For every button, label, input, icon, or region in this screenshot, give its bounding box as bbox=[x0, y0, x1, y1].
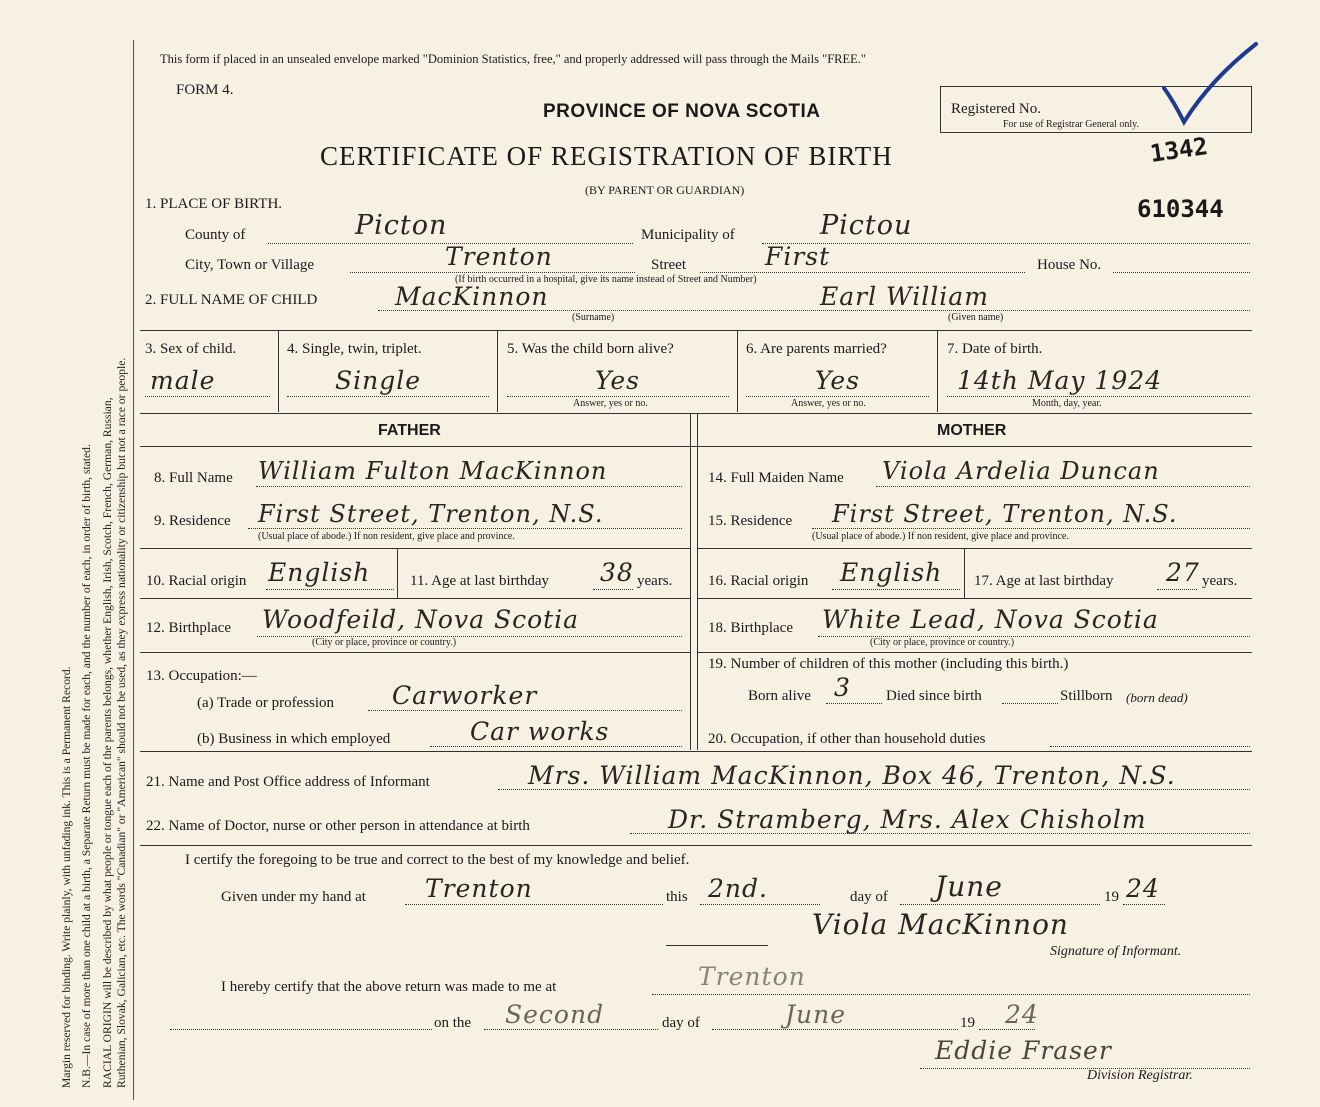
registrar-day: Second bbox=[505, 1000, 605, 1029]
informant-label: 21. Name and Post Office address of Informant bbox=[146, 774, 430, 790]
municipality-label: Municipality of bbox=[641, 227, 735, 243]
father-name-label: 8. Full Name bbox=[154, 470, 233, 486]
father-birthplace-label: 12. Birthplace bbox=[146, 620, 231, 636]
this-label: this bbox=[666, 889, 688, 905]
margin-line bbox=[133, 40, 134, 1100]
surname-caption: (Surname) bbox=[572, 312, 615, 323]
document-subtitle: (BY PARENT OR GUARDIAN) bbox=[585, 183, 745, 197]
county-label: County of bbox=[185, 227, 246, 243]
mother-race: English bbox=[840, 558, 943, 587]
street-value: First bbox=[765, 242, 831, 271]
mother-birthplace: White Lead, Nova Scotia bbox=[822, 605, 1159, 634]
father-age: 38 bbox=[600, 558, 634, 587]
document-title: CERTIFICATE OF REGISTRATION OF BIRTH bbox=[320, 141, 893, 171]
town-value: Trenton bbox=[445, 242, 553, 271]
day-of-label: day of bbox=[850, 889, 888, 905]
mother-age: 27 bbox=[1166, 558, 1200, 587]
dob-caption: Month, day, year. bbox=[1032, 398, 1102, 409]
margin-note-4: Ruthenian, Slovak, Galician, etc. The words "Canadian" or "American" should not be used, as they express nationality or citizenship but not a race or people. bbox=[115, 357, 128, 1088]
mother-age-label: 17. Age at last birthday bbox=[974, 573, 1114, 589]
father-birthplace: Woodfeild, Nova Scotia bbox=[262, 605, 580, 634]
alive-value: Yes bbox=[595, 366, 640, 395]
multiplicity-label: 4. Single, twin, triplet. bbox=[287, 341, 422, 357]
margin-note-2: N.B.—In case of more than one child at a birth, a Separate Return must be made for each, and the number of each, in order of birth, stated. bbox=[80, 444, 93, 1088]
mother-heading: MOTHER bbox=[937, 422, 1007, 439]
father-residence: First Street, Trenton, N.S. bbox=[258, 500, 604, 528]
certification-year: 24 bbox=[1126, 874, 1160, 903]
registrar-year: 24 bbox=[1005, 1000, 1039, 1029]
born-alive-value: 3 bbox=[834, 673, 851, 702]
signature-caption: Signature of Informant. bbox=[1050, 944, 1182, 959]
certification-month: June bbox=[935, 870, 1003, 903]
died-label: Died since birth bbox=[886, 688, 982, 704]
married-label: 6. Are parents married? bbox=[746, 341, 887, 357]
doctor-label: 22. Name of Doctor, nurse or other person in attendance at birth bbox=[146, 818, 530, 834]
children-count-label: 19. Number of children of this mother (including this birth.) bbox=[708, 656, 1069, 672]
registrar-place: Trenton bbox=[698, 962, 806, 991]
margin-note-3: RACIAL ORIGIN will be described by what people or tongue each of the parents belongs, whether English, Irish, Scotch, French, German, Russian, bbox=[101, 397, 114, 1088]
mother-name-label: 14. Full Maiden Name bbox=[708, 470, 844, 486]
business-label: (b) Business in which employed bbox=[197, 731, 391, 747]
dob-value: 14th May 1924 bbox=[957, 366, 1163, 395]
registrar-caption: Division Registrar. bbox=[1087, 1068, 1193, 1083]
registrar-month: June bbox=[785, 1000, 847, 1029]
mother-race-label: 16. Racial origin bbox=[708, 573, 809, 589]
child-name-label: 2. FULL NAME OF CHILD bbox=[145, 292, 318, 308]
given-caption: (Given name) bbox=[948, 312, 1004, 323]
certificate-number: 610344 bbox=[1137, 195, 1224, 223]
father-name: William Fulton MacKinnon bbox=[258, 457, 608, 485]
doctor-value: Dr. Stramberg, Mrs. Alex Chisholm bbox=[668, 805, 1147, 834]
mother-occupation-label: 20. Occupation, if other than household duties bbox=[708, 731, 986, 747]
father-residence-caption: (Usual place of abode.) If non resident, give place and province. bbox=[258, 531, 515, 542]
street-label: Street bbox=[651, 257, 686, 273]
alive-label: 5. Was the child born alive? bbox=[507, 341, 674, 357]
stillborn-note: (born dead) bbox=[1126, 690, 1188, 705]
business-value: Car works bbox=[470, 717, 610, 746]
certification-day: 2nd. bbox=[708, 874, 768, 903]
father-years: years. bbox=[637, 573, 673, 589]
stillborn-label: Stillborn bbox=[1060, 688, 1113, 704]
father-heading: FATHER bbox=[378, 422, 441, 439]
municipality-value: Pictou bbox=[820, 210, 913, 241]
county-value: Picton bbox=[355, 210, 448, 241]
registrar-day-of-label: day of bbox=[662, 1015, 700, 1031]
father-race-label: 10. Racial origin bbox=[146, 573, 247, 589]
informant-signature: Viola MacKinnon bbox=[812, 908, 1069, 941]
father-residence-label: 9. Residence bbox=[154, 513, 231, 529]
dob-label: 7. Date of birth. bbox=[947, 341, 1043, 357]
place-heading: 1. PLACE OF BIRTH. bbox=[145, 196, 283, 212]
mother-residence-caption: (Usual place of abode.) If non resident, give place and province. bbox=[812, 531, 1069, 542]
mail-notice: This form if placed in an unsealed envelope marked "Dominion Statistics, free," and properly addressed will pass through the Mails "FREE." bbox=[160, 52, 867, 66]
mother-residence-label: 15. Residence bbox=[708, 513, 793, 529]
mother-name: Viola Ardelia Duncan bbox=[882, 457, 1160, 485]
father-birthplace-caption: (City or place, province or country.) bbox=[312, 637, 457, 648]
certification-place: Trenton bbox=[425, 874, 533, 903]
registrar-use-note: For use of Registrar General only. bbox=[1003, 119, 1139, 130]
child-given-name: Earl William bbox=[820, 282, 989, 311]
registered-number: 1342 bbox=[1148, 132, 1210, 168]
sex-value: male bbox=[150, 366, 216, 395]
registered-label: Registered No. bbox=[951, 101, 1041, 117]
child-surname: MacKinnon bbox=[395, 282, 549, 311]
married-caption: Answer, yes or no. bbox=[791, 398, 866, 409]
alive-caption: Answer, yes or no. bbox=[573, 398, 648, 409]
hospital-note: (If birth occurred in a hospital, give its name instead of Street and Number) bbox=[455, 274, 757, 285]
trade-value: Carworker bbox=[392, 681, 538, 710]
check-mark-icon bbox=[1160, 40, 1260, 130]
year-prefix: 19 bbox=[1104, 889, 1119, 905]
mother-birthplace-caption: (City or place, province or country.) bbox=[870, 637, 1015, 648]
form-number: FORM 4. bbox=[176, 82, 234, 98]
given-under-label: Given under my hand at bbox=[221, 889, 366, 905]
multiplicity-value: Single bbox=[335, 366, 422, 395]
registrar-statement: I hereby certify that the above return was made to me at bbox=[221, 979, 557, 995]
father-age-label: 11. Age at last birthday bbox=[410, 573, 549, 589]
married-value: Yes bbox=[815, 366, 860, 395]
mother-years: years. bbox=[1202, 573, 1238, 589]
margin-note-1: Margin reserved for binding. Write plainly, with unfading ink. This is a Permanent Record. bbox=[60, 666, 73, 1088]
registrar-signature: Eddie Fraser bbox=[935, 1036, 1112, 1065]
certification-statement: I certify the foregoing to be true and correct to the best of my knowledge and belief. bbox=[185, 852, 690, 868]
born-alive-label: Born alive bbox=[748, 688, 811, 704]
house-label: House No. bbox=[1037, 257, 1102, 273]
father-occupation-label: 13. Occupation:— bbox=[146, 668, 257, 684]
mother-residence: First Street, Trenton, N.S. bbox=[832, 500, 1178, 528]
sex-label: 3. Sex of child. bbox=[145, 341, 237, 357]
registrar-year-prefix: 19 bbox=[960, 1015, 975, 1031]
town-label: City, Town or Village bbox=[185, 257, 315, 273]
on-the-label: on the bbox=[434, 1015, 472, 1031]
trade-label: (a) Trade or profession bbox=[197, 695, 335, 711]
informant-value: Mrs. William MacKinnon, Box 46, Trenton, N.S. bbox=[528, 761, 1176, 790]
mother-birthplace-label: 18. Birthplace bbox=[708, 620, 793, 636]
father-race: English bbox=[268, 558, 371, 587]
province-title: PROVINCE OF NOVA SCOTIA bbox=[543, 101, 821, 122]
